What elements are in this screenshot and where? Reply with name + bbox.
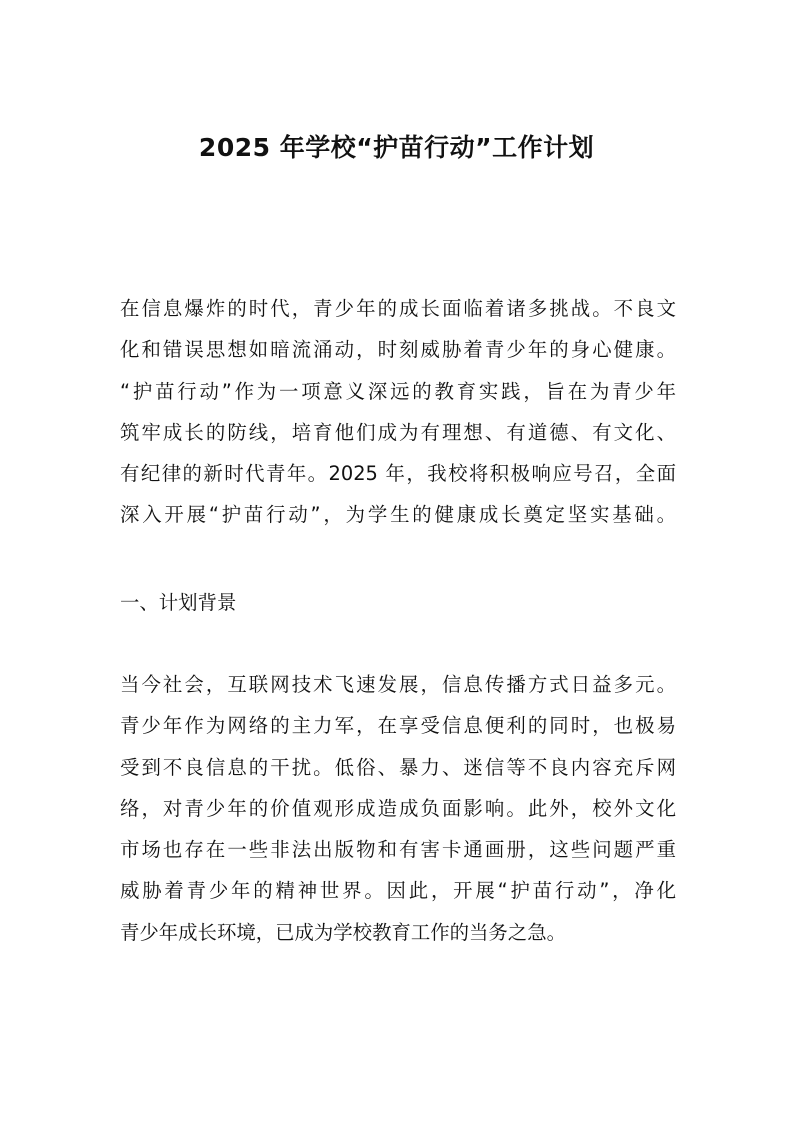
intro-paragraph [120, 288, 676, 536]
section-heading-background: 一、计划背景 [120, 591, 237, 614]
background-paragraph [120, 664, 676, 953]
background-line: 威胁着青少年的精神世界。因此，开展“护苗行动”，净化 [120, 879, 676, 903]
background-line: 青少年作为网络的主力军，在享受信息便利的同时，也极易 [120, 714, 676, 738]
background-line: 当今社会，互联网技术飞速发展，信息传播方式日益多元。 [120, 673, 676, 696]
background-line: 络，对青少年的价值观形成造成负面影响。此外，校外文化 [120, 796, 676, 820]
intro-line: “护苗行动”作为一项意义深远的教育实践，旨在为青少年 [120, 379, 676, 403]
intro-line: 筑牢成长的防线，培育他们成为有理想、有道德、有文化、 [120, 420, 676, 444]
intro-line: 在信息爆炸的时代，青少年的成长面临着诸多挑战。不良文 [120, 297, 676, 320]
intro-line: 化和错误思想如暗流涌动，时刻威胁着青少年的身心健康。 [120, 338, 676, 362]
intro-line: 深入开展“护苗行动”，为学生的健康成长奠定坚实基础。 [120, 503, 676, 527]
background-line: 市场也存在一些非法出版物和有害卡通画册，这些问题严重 [120, 838, 676, 862]
background-line: 受到不良信息的干扰。低俗、暴力、迷信等不良内容充斥网 [120, 755, 676, 779]
intro-line: 有纪律的新时代青年。2025 年，我校将积极响应号召，全面 [120, 462, 676, 486]
document-title: 2025 年学校“护苗行动”工作计划 [198, 133, 595, 162]
background-line: 青少年成长环境，已成为学校教育工作的当务之急。 [120, 920, 566, 944]
